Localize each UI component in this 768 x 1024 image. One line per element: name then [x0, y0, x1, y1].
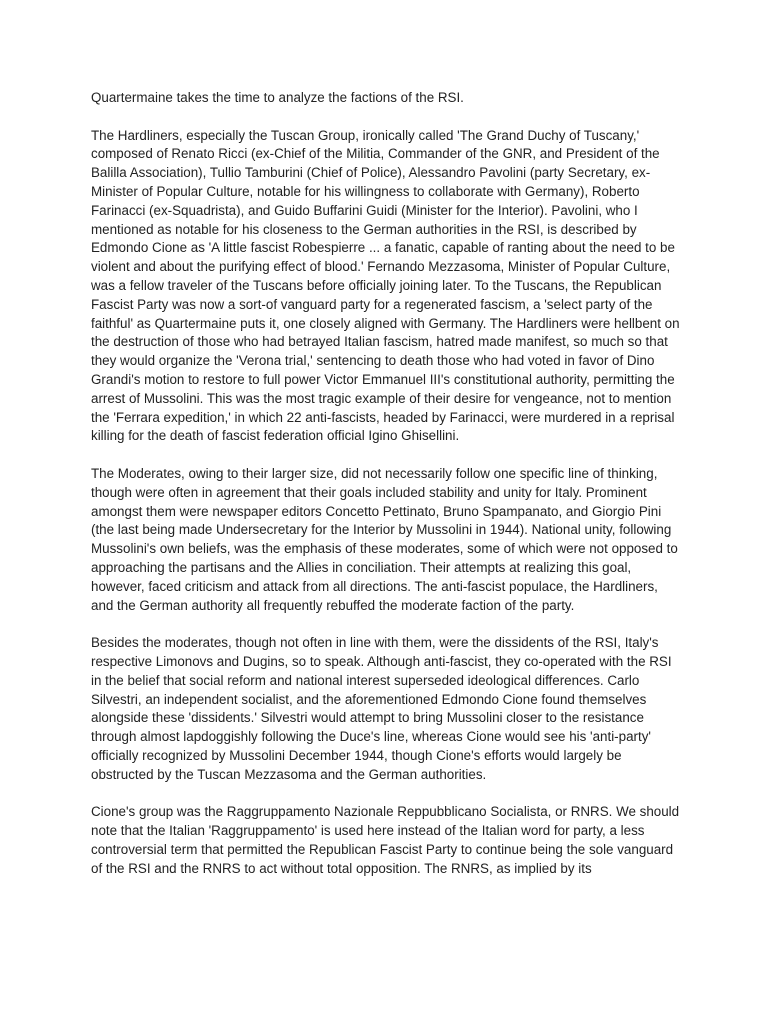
paragraph-hardliners: The Hardliners, especially the Tuscan Group, ironically called 'The Grand Duchy of Tuscany,' composed of Renato Ricci (ex-Chief of the Militia, Commander of the GNR, and President of the Balilla Association), Tullio Tamburini (Chief of Police), Alessandro Pavolini (party Secretary, ex-Minister of Popular Culture, notable for his willingness to collaborate with Germany), Roberto Farinacci (ex-Squadrista), and Guido Buffarini Guidi (Minister for the Interior). Pavolini, who I mentioned as notable for his closeness to the German authorities in the RSI, is described by Edmondo Cione as 'A little fascist Robespierre ... a fanatic, capable of ranting about the need to be violent and about the purifying effect of blood.' Fernando Mezzasoma, Minister of Popular Culture, was a fellow traveler of the Tuscans before officially joining later. To the Tuscans, the Republican Fascist Party was now a sort-of vanguard party for a regenerated fascism, a 'select party of the faithful' as Quartermaine puts it, one closely aligned with Germany. The Hardliners were hellbent on the destruction of those who had betrayed Italian fascism, hatred made manifest, so much so that they would organize the 'Verona trial,' sentencing to death those who had voted in favor of Dino Grandi's motion to restore to full power Victor Emmanuel III's constitutional authority, permitting the arrest of Mussolini. This was the most tragic example of their desire for vengeance, not to mention the 'Ferrara expedition,' in which 22 anti-fascists, headed by Farinacci, were murdered in a reprisal killing for the death of fascist federation official Igino Ghisellini.	[91, 127, 680, 444]
paragraph-rnrs: Cione's group was the Raggruppamento Nazionale Reppubblicano Socialista, or RNRS. We should note that the Italian 'Raggruppamento' is used here instead of the Italian word for party, a less controversial term that permitted the Republican Fascist Party to continue being the sole vanguard of the RSI and the RNRS to act without total opposition. The RNRS, as implied by its	[91, 804, 680, 876]
paragraph-dissidents: Besides the moderates, though not often in line with them, were the dissidents of the RSI, Italy's respective Limonovs and Dugins, so to speak. Although anti-fascist, they co-operated with the RSI in the belief that social reform and national interest superseded ideological differences. Carlo Silvestri, an independent socialist, and the aforementioned Edmondo Cione found themselves alongside these 'dissidents.' Silvestri would attempt to bring Mussolini closer to the resistance through almost lapdoggishly following the Duce's line, whereas Cione would see his 'anti-party' officially recognized by Mussolini December 1944, though Cione's efforts would largely be obstructed by the Tuscan Mezzasoma and the German authorities.	[91, 635, 672, 782]
paragraph-intro: Quartermaine takes the time to analyze the factions of the RSI.	[91, 90, 464, 105]
paragraph-moderates: The Moderates, owing to their larger size, did not necessarily follow one specific line of thinking, though were often in agreement that their goals included stability and unity for Italy. Prominent amongst them were newspaper editors Concetto Pettinato, Bruno Spampanato, and Giorgio Pini (the last being made Undersecretary for the Interior by Mussolini in 1944). National unity, following Mussolini's own beliefs, was the emphasis of these moderates, some of which were not opposed to approaching the partisans and the Allies in conciliation. Their attempts at realizing this goal, however, faced criticism and attack from all directions. The anti-fascist populace, the Hardliners, and the German authority all frequently rebuffed the moderate faction of the party.	[91, 465, 678, 613]
document-page	[91, 89, 681, 897]
